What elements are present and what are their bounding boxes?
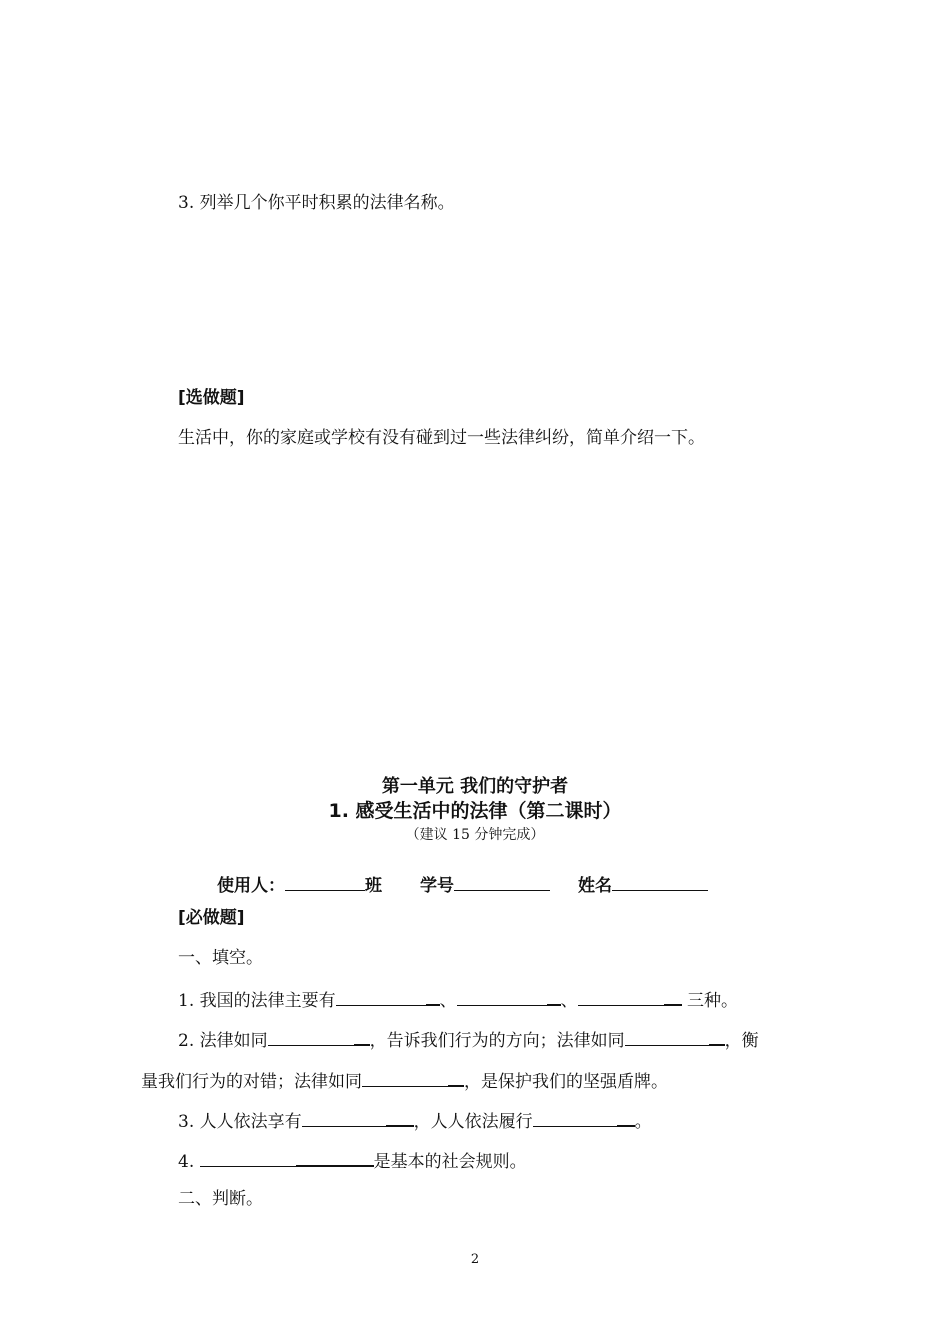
class-label: 班 [365,876,382,896]
question-3: 3. 列举几个你平时积累的法律名称。 [178,193,455,213]
fill-q2-blank-1[interactable] [268,1027,354,1046]
fill-question-1 [178,986,738,1013]
section-fill-blank: 一、填空。 [178,948,263,968]
fill-q1-text: 1. 我国的法律主要有 [178,991,336,1011]
separator: 、 [560,991,578,1011]
fill-q2-text: 2. 法律如同 [178,1031,268,1051]
fill-q3-text-mid: ，人人依法履行 [413,1112,533,1132]
class-blank[interactable] [285,872,365,891]
blank-underline [386,1107,414,1127]
blank-underline [664,986,682,1006]
optional-question: 生活中，你的家庭或学校有没有碰到过一些法律纠纷，简单介绍一下。 [178,428,705,448]
fill-q1-blank-2[interactable] [457,987,547,1006]
fill-question-2 [178,1026,759,1053]
fill-q3-blank-2[interactable] [533,1108,617,1127]
blank-underline [354,1026,370,1046]
unit-title: 第一单元 我们的守护者 [381,776,569,797]
name-label: 姓名 [578,876,612,896]
section-judgement: 二、判断。 [178,1189,263,1209]
user-label: 使用人： [217,876,285,896]
fill-q2-blank-2[interactable] [625,1027,709,1046]
required-header: [必做题] [178,908,245,928]
student-id-label: 学号 [420,876,454,896]
fill-question-4 [178,1147,527,1174]
lesson-title: 1. 感受生活中的法律（第二课时） [328,800,622,822]
separator: 、 [439,991,457,1011]
fill-q4-text: 4. [178,1152,200,1172]
fill-q1-blank-1[interactable] [336,987,426,1006]
fill-q1-text-end: 三种。 [681,991,739,1011]
blank-underline [547,986,561,1006]
fill-q2-text-2: 量我们行为的对错；法律如同 [141,1072,362,1092]
student-id-blank[interactable] [454,872,550,891]
optional-header: [选做题] [178,388,245,408]
blank-underline [448,1067,464,1087]
blank-underline [296,1147,374,1167]
name-blank[interactable] [612,872,708,891]
time-note: （建议 15 分钟完成） [405,827,545,843]
fill-q3-blank-1[interactable] [302,1108,386,1127]
fill-q2-text-end: ，衡 [724,1031,759,1051]
fill-q2-text-mid: ，告诉我们行为的方向；法律如同 [369,1031,625,1051]
fill-question-3 [178,1107,652,1134]
fill-question-2-cont [141,1067,668,1094]
fill-q3-text: 3. 人人依法享有 [178,1112,302,1132]
fill-q2-blank-3[interactable] [362,1068,448,1087]
page-number: 2 [470,1252,480,1267]
fill-q4-blank[interactable] [200,1148,296,1167]
fill-q1-blank-3[interactable] [578,987,664,1006]
fill-q4-text-end: 是基本的社会规则。 [373,1152,527,1172]
blank-underline [709,1026,725,1046]
blank-underline [426,986,440,1006]
fill-q2-text-3: ，是保护我们的坚强盾牌。 [464,1072,668,1092]
fill-q3-text-end: 。 [634,1112,652,1132]
user-info-line [217,872,708,898]
blank-underline [617,1107,635,1127]
